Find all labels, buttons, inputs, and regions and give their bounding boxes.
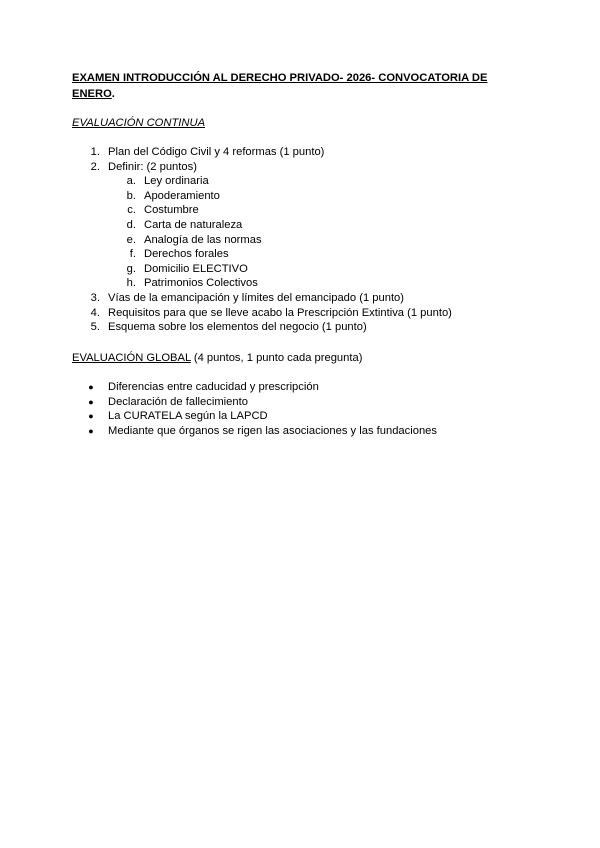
item-letter: g. (126, 262, 136, 275)
item-number: 3. (90, 291, 100, 304)
item-number: 2. (90, 160, 100, 173)
item-text: Patrimonios Colectivos (144, 277, 258, 290)
item-letter: b. (126, 189, 136, 202)
global-heading-text: EVALUACIÓN GLOBAL (72, 352, 191, 364)
item-number: 5. (90, 321, 100, 334)
bullet-icon: ● (88, 425, 94, 436)
item-text: Diferencias entre caducidad y prescripción (108, 381, 319, 393)
item-text: Derechos forales (144, 248, 229, 261)
item-text: Plan del Código Civil y 4 reformas (1 punto) (108, 146, 325, 158)
item-text: Apoderamiento (144, 189, 220, 202)
item-text: Analogía de las normas (144, 233, 262, 246)
exam-title-period: . (111, 87, 115, 100)
item-text: Declaración de fallecimiento (108, 395, 248, 408)
item-number: 4. (90, 306, 100, 319)
item-letter: h. (126, 277, 136, 290)
item-letter: a. (126, 175, 136, 188)
item-text: Esquema sobre los elementos del negocio (1 punto) (108, 321, 367, 334)
item-letter: c. (127, 204, 136, 217)
exam-title (72, 71, 512, 102)
item-text: Carta de naturaleza (144, 218, 243, 231)
continua-heading (72, 116, 205, 131)
bullet-icon: ● (88, 396, 94, 407)
global-heading-suffix: (4 puntos, 1 punto cada pregunta) (190, 352, 363, 364)
continua-heading-text: EVALUACIÓN CONTINUA (72, 117, 206, 129)
item-letter: e. (126, 233, 136, 246)
item-text: Costumbre (144, 204, 199, 217)
item-text: Mediante que órganos se rigen las asociaciones y las fundaciones (108, 424, 437, 437)
item-letter: f. (129, 248, 136, 261)
item-text: La CURATELA según la LAPCD (108, 410, 268, 423)
item-text: Requisitos para que se lleve acabo la Prescripción Extintiva (1 punto) (108, 306, 452, 319)
item-text: Domicilio ELECTIVO (144, 262, 248, 275)
item-text: Ley ordinaria (144, 175, 209, 188)
item-text: Definir: (2 puntos) (108, 160, 197, 173)
global-heading (72, 351, 362, 366)
bullet-icon: ● (88, 382, 94, 392)
bullet-icon: ● (88, 411, 94, 422)
item-letter: d. (126, 218, 136, 231)
item-text: Vías de la emancipación y límites del emancipado (1 punto) (108, 291, 405, 304)
exam-title-text: EXAMEN INTRODUCCIÓN AL DERECHO PRIVADO- 2026- CONVOCATORIA DE ENERO (72, 72, 488, 100)
item-number: 1. (90, 146, 100, 158)
